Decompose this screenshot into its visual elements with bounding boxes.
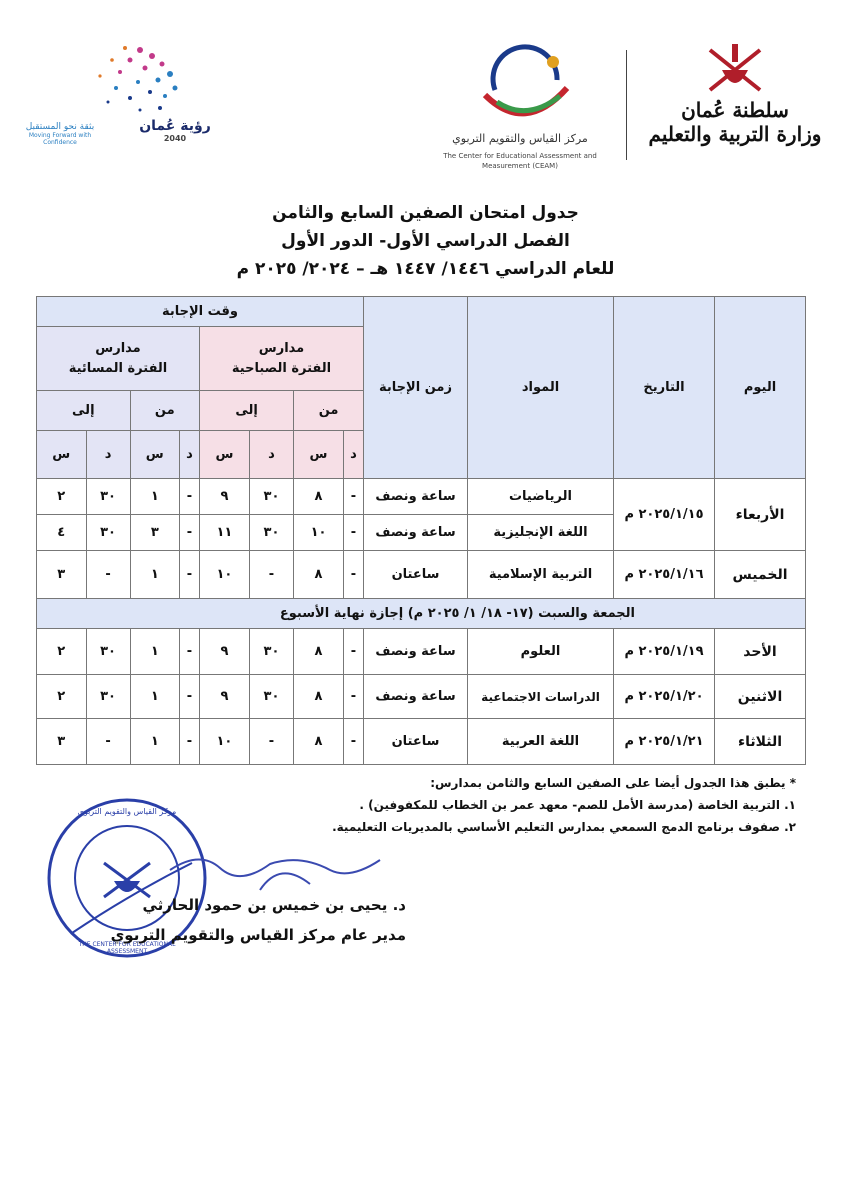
date-cell: ٢٠٢٥/١/١٦ م [614,551,715,599]
unit-minutes: د [343,431,363,479]
title-line3: للعام الدراسي ١٤٤٦/ ١٤٤٧ هـ – ٢٠٢٤/ ٢٠٢٥ م [236,259,615,279]
value-cell: ٨ [294,479,344,515]
value-cell: ٣٠ [249,515,293,551]
vision-title: رؤية عُمان [139,118,211,134]
table-row [37,629,806,675]
subject-cell: الرياضيات [468,479,614,515]
stamp-text-ar: مركز القياس والتقويم التربوي [77,807,177,816]
duration-cell: ساعة ونصف [364,675,468,719]
value-cell: ٣٠ [249,479,293,515]
duration-cell: ساعة ونصف [364,479,468,515]
value-cell: ١٠ [294,515,344,551]
value-cell: ٣٠ [249,629,293,675]
subject-cell: اللغة العربية [468,719,614,765]
value-cell: ١ [130,479,179,515]
signature-block [106,890,406,950]
day-cell: الأحد [715,629,806,675]
value-cell: - [249,719,293,765]
value-cell: ٣٠ [249,675,293,719]
value-cell: ٣٠ [86,479,130,515]
vision-tagline: Moving Forward with Confidence [28,132,92,146]
duration-cell: ساعة ونصف [364,515,468,551]
col-date-header: التاريخ [614,297,715,479]
ceam-logo [430,40,610,190]
day-cell: الثلاثاء [715,719,806,765]
value-cell: - [180,515,200,551]
date-cell: ٢٠٢٥/١/٢٠ م [614,675,715,719]
value-cell: ٣ [130,515,179,551]
stamp-text-en: THE CENTER FOR EDUCATIONAL ASSESSMENT [78,941,176,955]
value-cell: - [343,675,363,719]
oman-vision-2040-logo [20,30,230,160]
value-cell: ٩ [200,479,250,515]
value-cell: - [249,551,293,599]
col-time-header: وقت الإجابة [37,297,364,327]
value-cell: ٨ [294,551,344,599]
table-row [37,719,806,765]
value-cell: ١ [130,551,179,599]
value-cell: ٩ [200,675,250,719]
title-line2: الفصل الدراسي الأول- الدور الأول [281,231,570,251]
day-cell: الاثنين [715,675,806,719]
day-cell: الخميس [715,551,806,599]
value-cell: ٨ [294,719,344,765]
header-divider [626,50,627,160]
value-cell: ١٠ [200,551,250,599]
col-subject-header: المواد [468,297,614,479]
table-row [37,479,806,515]
value-cell: ٣٠ [86,629,130,675]
value-cell: - [180,551,200,599]
value-cell: ٤ [37,515,87,551]
ceam-emblem-icon [475,40,575,130]
oman-emblem-icon [700,40,770,96]
subject-cell: التربية الإسلامية [468,551,614,599]
unit-hours: س [130,431,179,479]
value-cell: ١ [130,719,179,765]
value-cell: - [343,629,363,675]
value-cell: ٢ [37,675,87,719]
ministry-line2: وزارة التربية والتعليم [648,122,822,146]
value-cell: - [180,629,200,675]
note-line: ١. التربية الخاصة (مدرسة الأمل للصم- معهد عمر بن الخطاب للمكفوفين) . [359,798,796,812]
evening-from-header: من [130,391,199,431]
value-cell: ٣ [37,551,87,599]
vision-small-ar: بثقة نحو المستقبل [25,122,95,132]
evening-to-header: إلى [37,391,131,431]
value-cell: ٣ [37,719,87,765]
ceam-name-en: The Center for Educational Assessment and Measurement (CEAM) [443,152,597,170]
signatory-title: مدير عام مركز القياس والتقويم التربوي [110,926,406,944]
value-cell: ١١ [200,515,250,551]
unit-minutes: د [86,431,130,479]
subject-cell: العلوم [468,629,614,675]
morning-to-header: إلى [200,391,294,431]
value-cell: - [86,719,130,765]
morning-shift-header: مدارس الفترة الصباحية [200,327,364,391]
weekend-note: الجمعة والسبت (١٧- ١٨/ ١/ ٢٠٢٥ م) إجازة نهاية الأسبوع [37,599,806,629]
note-line: ٢. صفوف برنامج الدمج السمعي بمدارس التعليم الأساسي بالمديريات التعليمية. [332,820,796,834]
weekend-row [37,599,806,629]
unit-hours: س [294,431,344,479]
title-line1: جدول امتحان الصفين السابع والثامن [272,203,579,223]
subject-cell: الدراسات الاجتماعية [468,675,614,719]
value-cell: - [343,479,363,515]
unit-minutes: د [180,431,200,479]
col-day-header: اليوم [715,297,806,479]
unit-hours: س [37,431,87,479]
note-line: * يطبق هذا الجدول أيضا على الصفين السابع والثامن بمدارس: [430,776,796,790]
unit-minutes: د [249,431,293,479]
table-row [37,551,806,599]
value-cell: ٩ [200,629,250,675]
duration-cell: ساعتان [364,551,468,599]
evening-shift-header: مدارس الفترة المسائية [37,327,200,391]
value-cell: - [180,719,200,765]
value-cell: ١ [130,675,179,719]
date-cell: ٢٠٢٥/١/٢١ م [614,719,715,765]
ministry-logo [640,40,830,170]
value-cell: ٢ [37,479,87,515]
ceam-name-ar: مركز القياس والتقويم التربوي [452,132,588,145]
value-cell: ١ [130,629,179,675]
duration-cell: ساعتان [364,719,468,765]
value-cell: - [343,515,363,551]
day-cell: الأربعاء [715,479,806,551]
subject-cell: اللغة الإنجليزية [468,515,614,551]
vision-year: 2040 [163,134,187,143]
table-row [37,675,806,719]
duration-cell: ساعة ونصف [364,629,468,675]
value-cell: ١٠ [200,719,250,765]
value-cell: - [180,479,200,515]
date-cell: ٢٠٢٥/١/١٩ م [614,629,715,675]
value-cell: ٢ [37,629,87,675]
value-cell: - [343,551,363,599]
value-cell: - [86,551,130,599]
date-cell: ٢٠٢٥/١/١٥ م [614,479,715,551]
col-duration-header: زمن الإجابة [364,297,468,479]
ministry-line1: سلطنة عُمان [681,98,789,122]
unit-hours: س [200,431,250,479]
value-cell: - [343,719,363,765]
signatory-name: د. يحيى بن خميس بن حمود الحارثي [142,896,406,914]
notes-block [276,772,796,838]
value-cell: - [180,675,200,719]
value-cell: ٨ [294,675,344,719]
value-cell: ٣٠ [86,515,130,551]
value-cell: ٨ [294,629,344,675]
morning-from-header: من [294,391,364,431]
exam-schedule-table [36,296,806,765]
value-cell: ٣٠ [86,675,130,719]
